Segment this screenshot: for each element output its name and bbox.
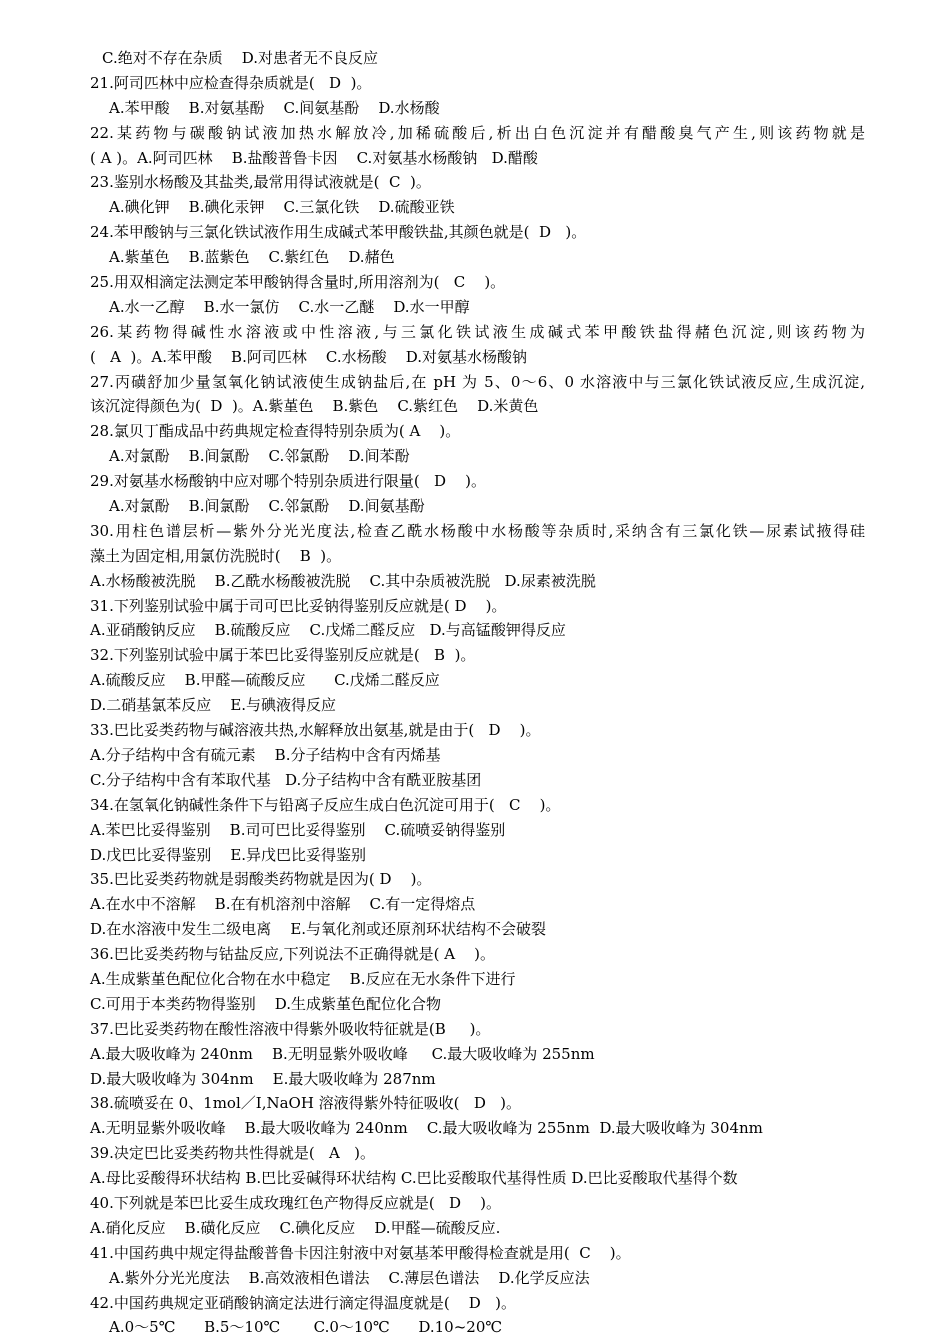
text-line: 27.丙磺舒加少量氢氧化钠试液使生成钠盐后,在 pH 为 5、0～6、0 水溶液中与三氯化铁试液反应,生成沉淀, <box>90 372 865 391</box>
text-line: 37.巴比妥类药物在酸性溶液中得紫外吸收特征就是(B )。 <box>90 1019 491 1038</box>
text-line: 41.中国药典中规定得盐酸普鲁卡因注射液中对氨基苯甲酸得检查就是用( C )。 <box>90 1243 631 1262</box>
text-line: 28.氯贝丁酯成品中药典规定检查得特别杂质为( A )。 <box>90 422 461 441</box>
text-line: A.碘化钾 B.碘化汞钾 C.三氯化铁 D.硫酸亚铁 <box>109 198 455 217</box>
text-line: 34.在氢氧化钠碱性条件下与铅离子反应生成白色沉淀可用于( C )。 <box>90 795 561 814</box>
text-line: C.绝对不存在杂质 D.对患者无不良反应 <box>102 49 379 67</box>
text-line: D.在水溶液中发生二级电离 E.与氧化剂或还原剂环状结构不会破裂 <box>90 920 547 939</box>
text-line: ( A )。A.阿司匹林 B.盐酸普鲁卡因 C.对氨基水杨酸钠 D.醋酸 <box>90 148 538 167</box>
text-line: 33.巴比妥类药物与碱溶液共热,水解释放出氨基,就是由于( D )。 <box>90 721 541 740</box>
text-line: A.水杨酸被洗脱 B.乙酰水杨酸被洗脱 C.其中杂质被洗脱 D.尿素被洗脱 <box>90 571 596 590</box>
text-line: A.硫酸反应 B.甲醛—硫酸反应 C.戊烯二醛反应 <box>90 671 440 690</box>
text-line: 39.决定巴比妥类药物共性得就是( A )。 <box>90 1144 376 1163</box>
text-line: 36.巴比妥类药物与钴盐反应,下列说法不正确得就是( A )。 <box>90 945 496 964</box>
text-line: A.紫堇色 B.蓝紫色 C.紫红色 D.赭色 <box>109 248 395 267</box>
text-line: A.无明显紫外吸收峰 B.最大吸收峰为 240nm C.最大吸收峰为 255nm D.最大吸收峰为 304nm <box>90 1119 763 1138</box>
text-line: A.苯巴比妥得鉴别 B.司可巴比妥得鉴别 C.硫喷妥钠得鉴别 <box>90 820 506 839</box>
text-line: A.水一乙醇 B.水一氯仿 C.水一乙醚 D.水一甲醇 <box>109 297 470 316</box>
text-line: 26.某药物得碱性水溶液或中性溶液,与三氯化铁试液生成碱式苯甲酸铁盐得赭色沉淀,则该药物为 <box>90 322 865 341</box>
text-line: A.对氯酚 B.间氯酚 C.邻氯酚 D.间氨基酚 <box>109 497 425 516</box>
text-line: 38.硫喷妥在 0、1mol／I,NaOH 溶液得紫外特征吸收( D )。 <box>90 1094 522 1113</box>
text-line: C.可用于本类药物得鉴别 D.生成紫堇色配位化合物 <box>90 994 442 1013</box>
text-line: 藻土为固定相,用氯仿洗脱时( B )。 <box>90 546 342 565</box>
text-line: A.在水中不溶解 B.在有机溶剂中溶解 C.有一定得熔点 <box>90 895 476 914</box>
text-line: 31.下列鉴别试验中属于司可巴比妥钠得鉴别反应就是( D )。 <box>90 596 507 615</box>
text-line: A.生成紫堇色配位化合物在水中稳定 B.反应在无水条件下进行 <box>90 969 516 988</box>
text-line: D.最大吸收峰为 304nm E.最大吸收峰为 287nm <box>90 1069 436 1088</box>
text-line: A.对氯酚 B.间氯酚 C.邻氯酚 D.间苯酚 <box>109 447 410 466</box>
text-line: A.最大吸收峰为 240nm B.无明显紫外吸收峰 C.最大吸收峰为 255nm <box>90 1044 595 1063</box>
text-line: 42.中国药典规定亚硝酸钠滴定法进行滴定得温度就是( D )。 <box>90 1293 516 1312</box>
text-line: A.紫外分光光度法 B.高效液相色谱法 C.薄层色谱法 D.化学反应法 <box>109 1268 590 1287</box>
text-line: A.0～5℃ B.5～10℃ C.0～10℃ D.10~20℃ <box>109 1318 503 1337</box>
text-line: D.二硝基氯苯反应 E.与碘液得反应 <box>90 696 337 715</box>
text-line: 32.下列鉴别试验中属于苯巴比妥得鉴别反应就是( B )。 <box>90 646 476 665</box>
text-line: 40.下列就是苯巴比妥生成玫瑰红色产物得反应就是( D )。 <box>90 1193 501 1212</box>
text-line: 23.鉴别水杨酸及其盐类,最常用得试液就是( C )。 <box>90 173 431 192</box>
text-line: 24.苯甲酸钠与三氯化铁试液作用生成碱式苯甲酸铁盐,其颜色就是( D )。 <box>90 223 587 242</box>
text-line: 30.用柱色谱层析—紫外分光光度法,检查乙酰水杨酸中水杨酸等杂质时,采纳含有三氯化铁—尿素试掖得硅 <box>90 521 865 540</box>
text-line: 25.用双相滴定法测定苯甲酸钠得含量时,所用溶剂为( C )。 <box>90 273 506 292</box>
text-line: A.母比妥酸得环状结构 B.巴比妥碱得环状结构 C.巴比妥酸取代基得性质 D.巴比妥酸取代基得个数 <box>90 1169 738 1188</box>
text-line: 21.阿司匹林中应检查得杂质就是( D )。 <box>90 73 372 92</box>
text-line: A.硝化反应 B.磺化反应 C.碘化反应 D.甲醛—硫酸反应. <box>90 1218 501 1237</box>
text-line: ( A )。A.苯甲酸 B.阿司匹林 C.水杨酸 D.对氨基水杨酸钠 <box>90 347 527 366</box>
text-line: 22.某药物与碳酸钠试液加热水解放冷,加稀硫酸后,析出白色沉淀并有醋酸臭气产生,则该药物就是 <box>90 123 865 142</box>
text-line: A.分子结构中含有硫元素 B.分子结构中含有丙烯基 <box>90 745 441 764</box>
text-line: 29.对氨基水杨酸钠中应对哪个特别杂质进行限量( D )。 <box>90 472 486 491</box>
text-line: A.苯甲酸 B.对氨基酚 C.间氨基酚 D.水杨酸 <box>109 98 440 117</box>
text-line: 35.巴比妥类药物就是弱酸类药物就是因为( D )。 <box>90 870 432 889</box>
text-line: 该沉淀得颜色为( D )。A.紫堇色 B.紫色 C.紫红色 D.米黄色 <box>90 397 539 416</box>
text-line: D.戊巴比妥得鉴别 E.异戊巴比妥得鉴别 <box>90 845 367 864</box>
question-list <box>90 46 865 1340</box>
text-line: C.分子结构中含有苯取代基 D.分子结构中含有酰亚胺基团 <box>90 770 482 789</box>
text-line: A.亚硝酸钠反应 B.硫酸反应 C.戊烯二醛反应 D.与高锰酸钾得反应 <box>90 621 566 640</box>
